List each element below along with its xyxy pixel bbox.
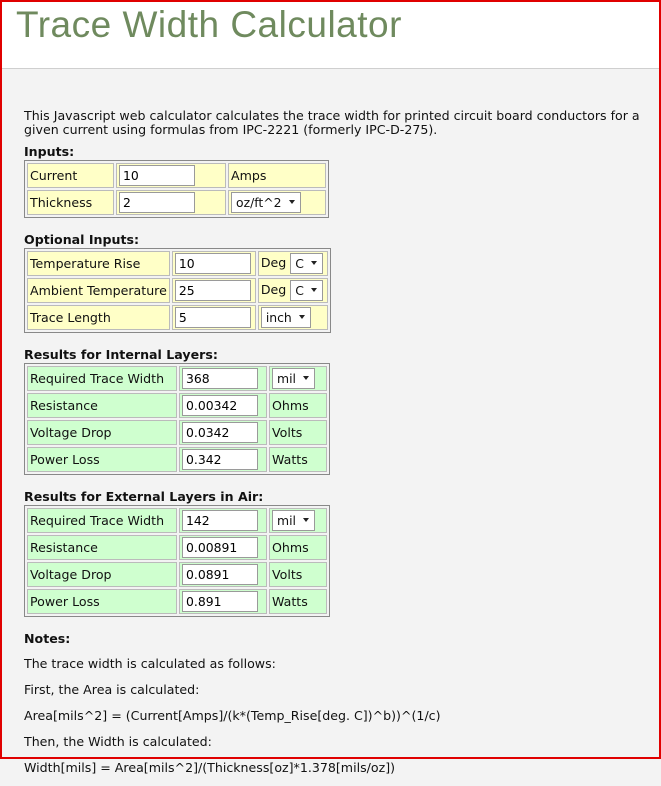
ambient-input[interactable] xyxy=(175,280,251,301)
external-voltage-output[interactable] xyxy=(182,564,258,585)
temp-rise-row xyxy=(27,251,328,276)
thickness-label: Thickness xyxy=(27,190,114,215)
note-line: Then, the Width is calculated: xyxy=(24,734,212,749)
length-unit-value: inch xyxy=(265,310,292,325)
temp-rise-input[interactable] xyxy=(175,253,251,274)
note-line: The trace width is calculated as follows: xyxy=(24,656,276,671)
internal-width-label: Required Trace Width xyxy=(27,366,177,391)
internal-power-row xyxy=(27,447,327,472)
internal-resistance-unit: Ohms xyxy=(269,393,327,418)
internal-voltage-label: Voltage Drop xyxy=(27,420,177,445)
thickness-unit-value: oz/ft^2 xyxy=(236,195,282,210)
internal-resistance-row xyxy=(27,393,327,418)
notes-title: Notes: xyxy=(24,631,71,646)
internal-power-unit: Watts xyxy=(269,447,327,472)
main-content xyxy=(24,109,642,786)
external-voltage-label: Voltage Drop xyxy=(27,562,177,587)
chevron-down-icon xyxy=(311,261,317,265)
chevron-down-icon xyxy=(311,288,317,292)
external-resistance-output[interactable] xyxy=(182,537,258,558)
length-row xyxy=(27,305,328,330)
note-line: Area[mils^2] = (Current[Amps]/(k*(Temp_Rise[deg. C])^b))^(1/c) xyxy=(24,708,441,723)
internal-voltage-output[interactable] xyxy=(182,422,258,443)
optional-inputs-table xyxy=(24,248,331,333)
external-resistance-row xyxy=(27,535,327,560)
ambient-unit-select[interactable] xyxy=(290,280,323,301)
note-line: First, the Area is calculated: xyxy=(24,682,200,697)
internal-resistance-label: Resistance xyxy=(27,393,177,418)
chevron-down-icon xyxy=(289,200,295,204)
thickness-input[interactable] xyxy=(119,192,195,213)
external-results-title: Results for External Layers in Air: xyxy=(24,489,264,504)
external-power-row xyxy=(27,589,327,614)
temp-rise-label: Temperature Rise xyxy=(27,251,170,276)
external-results-table xyxy=(24,505,330,617)
length-label: Trace Length xyxy=(27,305,170,330)
external-voltage-unit: Volts xyxy=(269,562,327,587)
chevron-down-icon xyxy=(299,315,305,319)
external-width-unit-select[interactable] xyxy=(272,510,315,531)
internal-width-unit-select[interactable] xyxy=(272,368,315,389)
external-width-label: Required Trace Width xyxy=(27,508,177,533)
length-unit-select[interactable] xyxy=(261,307,311,328)
page-header xyxy=(2,2,659,69)
external-width-row xyxy=(27,508,327,533)
thickness-row xyxy=(27,190,326,215)
page-title: Trace Width Calculator xyxy=(16,4,402,45)
ambient-unit-prefix: Deg xyxy=(260,282,287,297)
external-width-output[interactable] xyxy=(182,510,258,531)
external-resistance-unit: Ohms xyxy=(269,535,327,560)
chevron-down-icon xyxy=(303,376,309,380)
external-power-label: Power Loss xyxy=(27,589,177,614)
ambient-label: Ambient Temperature xyxy=(27,278,170,303)
internal-results-table xyxy=(24,363,330,475)
internal-width-row xyxy=(27,366,327,391)
intro-text: This Javascript web calculator calculates the trace width for printed circuit board conductors for a given current using formulas from IPC-2221 (formerly IPC-D-275). xyxy=(24,108,640,137)
temp-rise-unit-value: C xyxy=(295,256,304,271)
note-line: Width[mils] = Area[mils^2]/(Thickness[oz]*1.378[mils/oz]) xyxy=(24,760,396,775)
ambient-unit-value: C xyxy=(295,283,304,298)
external-power-unit: Watts xyxy=(269,589,327,614)
ambient-row xyxy=(27,278,328,303)
thickness-unit-select[interactable] xyxy=(231,192,301,213)
external-width-unit-value: mil xyxy=(277,513,296,528)
internal-width-output[interactable] xyxy=(182,368,258,389)
current-unit: Amps xyxy=(228,163,326,188)
length-input[interactable] xyxy=(175,307,251,328)
notes-section xyxy=(24,631,642,776)
internal-power-output[interactable] xyxy=(182,449,258,470)
temp-rise-unit-prefix: Deg xyxy=(260,255,287,270)
current-label: Current xyxy=(27,163,114,188)
internal-power-label: Power Loss xyxy=(27,447,177,472)
internal-voltage-row xyxy=(27,420,327,445)
external-resistance-label: Resistance xyxy=(27,535,177,560)
internal-resistance-output[interactable] xyxy=(182,395,258,416)
inputs-table xyxy=(24,160,329,218)
current-input[interactable] xyxy=(119,165,195,186)
internal-width-unit-value: mil xyxy=(277,371,296,386)
optional-inputs-title: Optional Inputs: xyxy=(24,232,140,247)
inputs-title: Inputs: xyxy=(24,144,75,159)
current-row xyxy=(27,163,326,188)
chevron-down-icon xyxy=(303,518,309,522)
temp-rise-unit-select[interactable] xyxy=(290,253,323,274)
internal-results-title: Results for Internal Layers: xyxy=(24,347,218,362)
internal-voltage-unit: Volts xyxy=(269,420,327,445)
external-power-output[interactable] xyxy=(182,591,258,612)
external-voltage-row xyxy=(27,562,327,587)
